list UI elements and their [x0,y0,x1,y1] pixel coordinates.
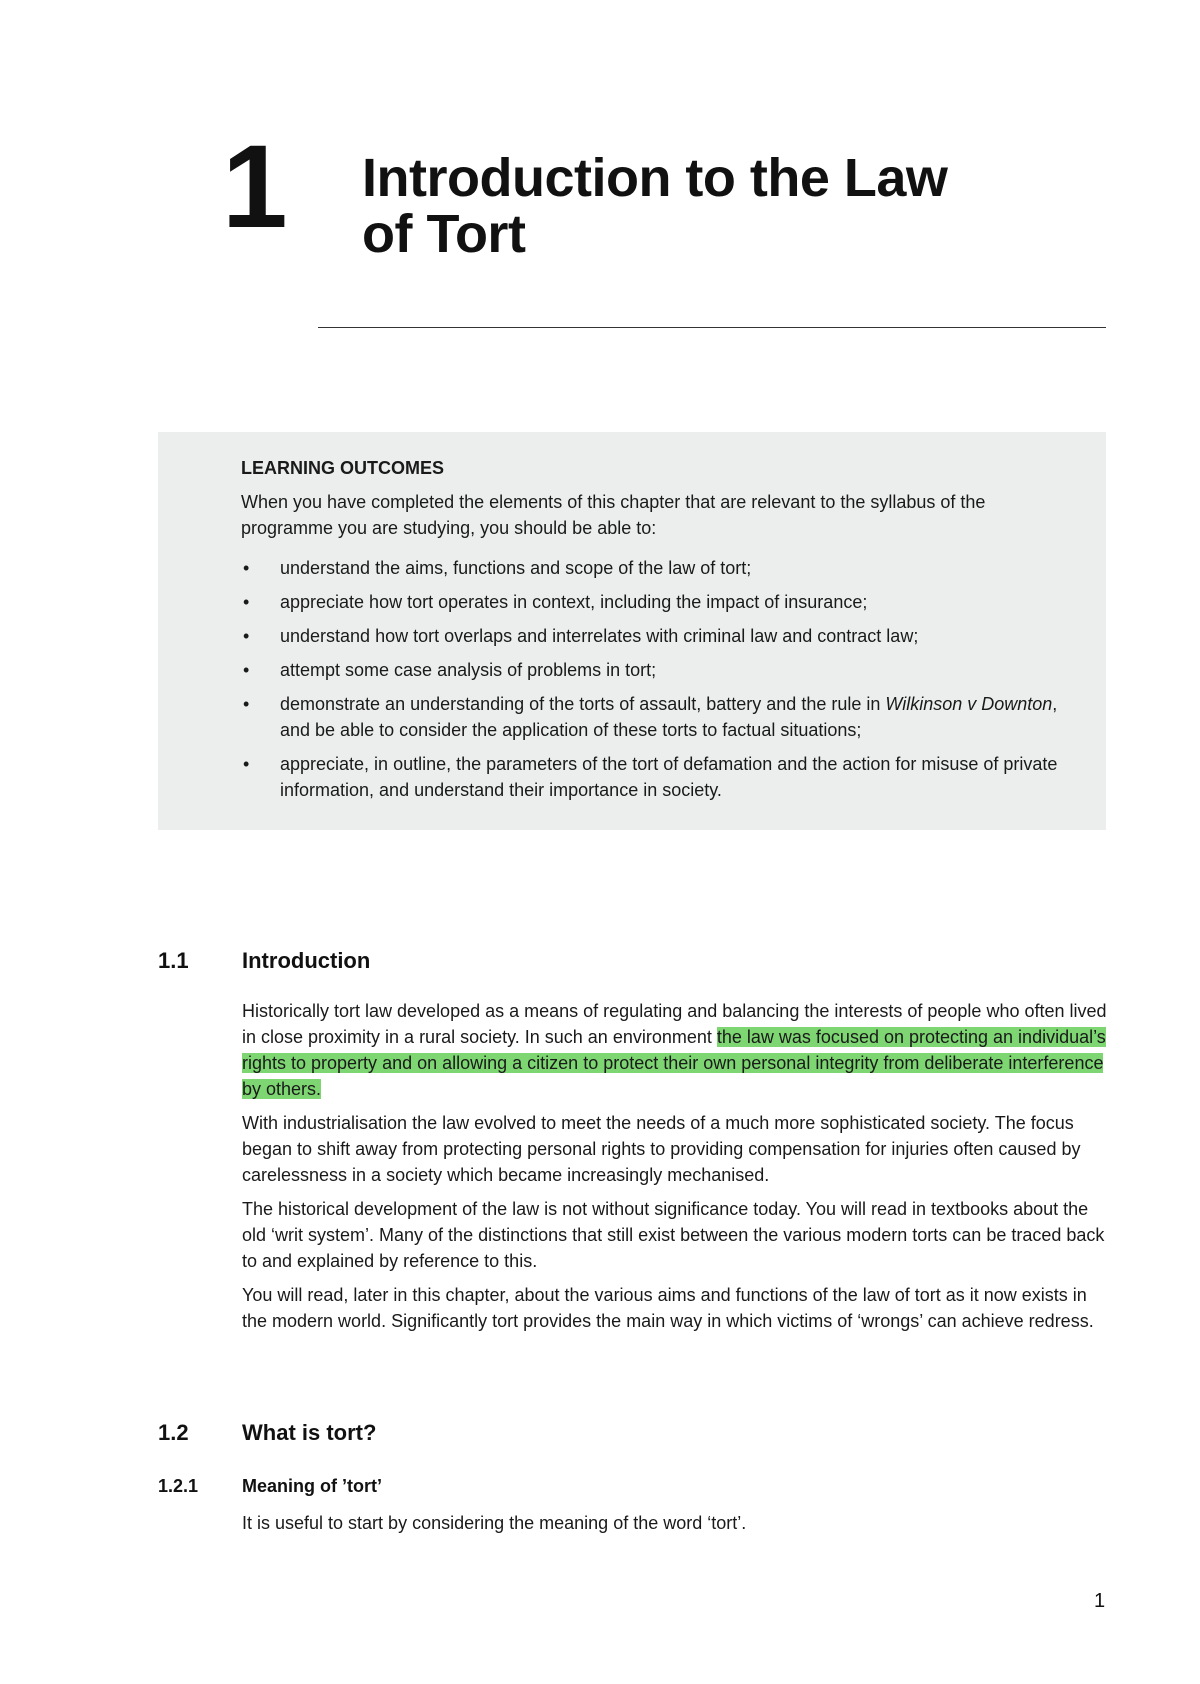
section-body-introduction [242,998,1112,1342]
body-paragraph: The historical development of the law is not without significance today. You will read in textbooks about the old ‘writ system’. Many of the distinctions that still exist between the various modern torts can be traced back to and explained by reference to this. [242,1199,1105,1271]
section-heading-what-is-tort [0,1420,1200,1450]
section-number: 1.1 [158,948,189,973]
body-paragraph: It is useful to start by considering the meaning of the word ‘tort’. [242,1513,747,1533]
chapter-title [362,150,1122,262]
body-paragraph: You will read, later in this chapter, about the various aims and functions of the law of tort as it now exists in the modern world. Significantly tort provides the main way in which victims of ‘wrongs’ can achieve redress. [242,1285,1094,1331]
bullet-icon: • [243,754,250,774]
chapter-title-line2: of Tort [362,204,526,264]
section-title: Introduction [242,948,371,973]
subsection-body-meaning-of-tort [242,1510,1112,1544]
case-name: Wilkinson v Downton [885,694,1053,714]
chapter-number: 1 [222,121,284,253]
body-paragraph: With industrialisation the law evolved to meet the needs of a much more sophisticated society. The focus began to shift away from protecting personal rights to providing compensation for injuries often caused by carelessness in a society which became increasingly mechanised. [242,1113,1081,1185]
bullet-icon: • [243,660,250,680]
learning-outcome-item [241,623,1066,649]
highlighted-text: the law was focused on protecting an individual’s rights to property and on allowing a citizen to protect their own personal integrity from deliberate interference by others. [242,1027,1106,1099]
learning-outcome-item [241,657,1066,683]
learning-outcome-text: appreciate how tort operates in context, including the impact of insurance; [280,592,868,612]
section-heading-introduction [0,948,1200,978]
learning-outcome-text-before: demonstrate an understanding of the torts of assault, battery and the rule in [280,694,886,714]
learning-outcome-text [280,694,1057,740]
bullet-icon: • [243,694,250,714]
learning-outcome-text-after: , and be able to consider the application of these torts to factual situations; [280,694,1058,740]
subsection-title: Meaning of ’tort’ [242,1476,382,1496]
chapter-title-line1: Introduction to the Law [362,148,948,208]
learning-outcomes-heading: LEARNING OUTCOMES [241,458,445,478]
learning-outcome-item [241,555,1066,581]
learning-outcome-item [241,751,1066,803]
paragraph-text: Historically tort law developed as a means of regulating and balancing the interests of people who often lived in close proximity in a rural society. In such an environment [242,1001,1107,1047]
title-divider [318,327,1106,328]
bullet-icon: • [243,626,250,646]
learning-outcome-text: understand the aims, functions and scope of the law of tort; [280,558,752,578]
bullet-icon: • [243,558,250,578]
section-number: 1.2 [158,1420,189,1445]
learning-outcome-item [241,589,1066,615]
learning-outcome-text: attempt some case analysis of problems in tort; [280,660,657,680]
page-number: 1 [1094,1590,1106,1612]
section-title: What is tort? [242,1420,377,1445]
learning-outcomes-list [241,555,1066,803]
subsection-heading-meaning-of-tort [0,1476,1200,1502]
learning-outcomes-intro: When you have completed the elements of this chapter that are relevant to the syllabus of the programme you are studying, you should be able to: [241,492,986,538]
learning-outcomes-box [158,432,1106,830]
learning-outcome-text: appreciate, in outline, the parameters of the tort of defamation and the action for misuse of private information, and understand their importance in society. [280,754,1058,800]
learning-outcome-text: understand how tort overlaps and interrelates with criminal law and contract law; [280,626,919,646]
learning-outcome-item [241,691,1066,743]
bullet-icon: • [243,592,250,612]
subsection-number: 1.2.1 [158,1476,199,1496]
body-paragraph [242,998,1112,1102]
